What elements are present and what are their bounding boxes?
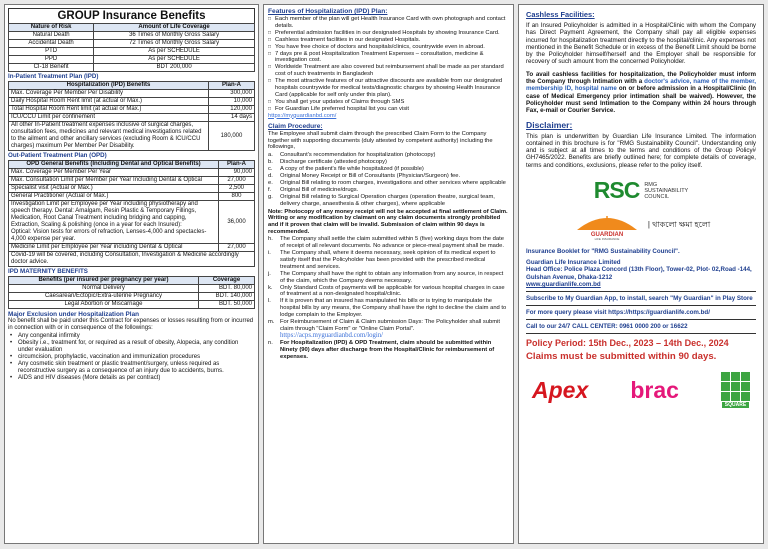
features-title: Features of Hospitalization (IPD) Plan: [268, 8, 388, 15]
square-grid-icon [721, 372, 750, 401]
item-text: If it is proven that an insured has manipulated his bills or is trying to manipulate the hospital bills by any means, the Company shall have the right to decline the claim and to lodge complain to the Employer. [280, 298, 507, 319]
item-text: The Company shall, where it deems necessary, seek opinion of its medical expert to satisfy itself that the Policyholder has been provided with the prescribed medical treatment and services. [280, 250, 496, 270]
cell: Investigation Limit per Employee per Year including physiotherapy and speech therapy. Dental: Amalgam, Resin Plastic & Temporary Fillings, Medication, Root Canal Treatment including bridging and capping, Extraction, Scaling & polishing (once in a year for each Insured): Optical: Vision tests for errors of refraction, Lenses-4,000 and spectacles-4,000 expense per year. [9, 201, 219, 244]
cell: BDT. 80,000 [199, 285, 255, 293]
item-text: Only Standard Costs of payments will be applicable for various hospital charges in case of treatment at a non-designated hospital/clinic. [280, 284, 505, 298]
disclaimer-title: Disclaimer: [526, 119, 573, 130]
item-key: k. [268, 284, 273, 291]
cell: Legal Abortion or Miscarriage [9, 301, 199, 309]
opd-section-title: Out-Patient Treatment Plan (OPD) [8, 152, 107, 159]
table-header: Plan-A [209, 82, 255, 90]
item-text: Original Bill relating to room charges, investigations and other services where applicable [280, 179, 506, 186]
square-logo-text: SQUARE [722, 402, 749, 408]
item-key: j. [268, 270, 271, 277]
cell: 90,000 [219, 169, 255, 177]
table-row [9, 40, 255, 48]
list-item: • Obesity i.e., treatment for, or required as a result of obesity, Alopecia, any condition under evaluation [8, 340, 255, 354]
claim-portal-link[interactable]: https://acps.myguardianbd.com/login/ [280, 331, 384, 339]
cell: 14 days [209, 114, 255, 122]
cell: 27,000 [219, 244, 255, 252]
brac-logo: brac [630, 376, 679, 403]
cell: Accidental Death [9, 40, 94, 48]
table-row [9, 301, 255, 309]
cashless-instructions [526, 71, 756, 115]
cell: 180,000 [209, 122, 255, 151]
cell: Normal Delivery [9, 285, 199, 293]
table-header: Nature of Risk [9, 24, 94, 32]
list-item [268, 159, 509, 166]
cell: As per SCHEDULE [94, 48, 255, 56]
maternity-table [8, 276, 255, 309]
list-item: • Any congenital infirmity [8, 333, 255, 340]
cell: BDT 200,000 [94, 64, 255, 72]
website-link[interactable]: www.guardianlife.com.bd [526, 280, 601, 288]
table-row [9, 106, 255, 114]
table-row [9, 48, 255, 56]
table-row [9, 114, 255, 122]
booklet-line: Insurance Booklet for "RMG Sustainability Council". [526, 248, 680, 256]
item-key: g. [268, 193, 273, 200]
list-item: □ For Guardian Life preferred hospital list you can visit [268, 106, 509, 113]
maternity-section-title: IPD MATERNITY BENEFITS [8, 268, 88, 275]
list-item: • Any cosmetic skin treatment or plastic treatment/surgery, unless required as reconstructive surgery as a consequence of an injury due to accidents, burns. [8, 361, 255, 375]
cell: PPD [9, 56, 94, 64]
guardian-logo-text: GUARDIAN [590, 232, 624, 239]
item-key: d. [268, 173, 273, 180]
rsc-logo-sub [644, 182, 688, 200]
instruction-part: To avail cashless facilities for hospitalization, the Policyholder must inform the Company through Intimation with a [526, 70, 756, 86]
item-key: f. [268, 186, 272, 193]
cell: 2,500 [219, 185, 255, 193]
item-key: m. [268, 319, 275, 326]
item-text: Consultant's recommendation for hospitalization (photocopy) [280, 152, 436, 159]
square-logo [721, 372, 750, 408]
features-list [268, 16, 509, 113]
cell: 800 [219, 193, 255, 201]
cell: Max. Coverage Per Member Per Disability [9, 90, 209, 98]
rsc-logo [526, 177, 756, 204]
cell: Natural Death [9, 32, 94, 40]
table-header: OPD General Benefits (Including Dental and Optical Benefits) [9, 161, 219, 169]
rsc-logo-text: RSC [593, 177, 640, 204]
table-row [9, 293, 255, 301]
rsc-sub-line: SUSTAINABILITY [644, 187, 689, 194]
table-row [9, 98, 255, 106]
cell: 36 Times of Monthly Gross Salary [94, 32, 255, 40]
cell: General Practitioner (Actual or Max.) [9, 193, 219, 201]
call-center: Call to our 24/7 CALL CENTER: 0961 0000 200 or 16622 [526, 323, 688, 331]
benefits-panel [4, 4, 259, 544]
cell: Total Hospital Room Rent limit (at actual or Max.) [9, 106, 209, 114]
item-key: i. [268, 250, 271, 256]
ipd-section-title: In-Patient Treatment Plan (IPD) [8, 73, 99, 80]
cell: Max. Consultation Limit per Member per Year Including Dental & Optical [9, 177, 219, 185]
partner-logos [526, 372, 756, 408]
item-text: A copy of the patient's file while hospitalized (if possible) [280, 166, 424, 173]
guardian-logo [526, 210, 756, 240]
table-header: Hospitalization (IPD) Benefits [9, 82, 209, 90]
list-item: □ You have free choice of doctors and hospitals/clinics, countrywide even in abroad. [268, 44, 509, 51]
cell: As per SCHEDULE [94, 56, 255, 64]
exclusion-list [8, 333, 255, 382]
table-row [9, 201, 255, 244]
cell: 36,000 [219, 201, 255, 244]
list-item [268, 236, 509, 250]
page-title: GROUP Insurance Benefits [8, 8, 255, 23]
cell: 120,000 [209, 106, 255, 114]
item-text: Original Bill of medicine/drugs. [280, 186, 359, 193]
table-row [9, 169, 255, 177]
item-key: n. [268, 339, 273, 346]
list-item: • AIDS and HIV diseases (More details as per contract) [8, 375, 255, 382]
guardian-umbrella-icon [572, 210, 642, 240]
list-item [268, 319, 509, 340]
table-row [9, 64, 255, 72]
list-item [268, 173, 509, 180]
claim-docs-list [268, 152, 509, 207]
cell: BDT. 50,000 [199, 301, 255, 309]
cell: Medicine Limit per Employee per Year including Dental & Optical [9, 244, 219, 252]
opd-table [8, 160, 255, 267]
hospital-list-link[interactable]: https://myguardianbd.com/ [268, 112, 337, 119]
list-item [268, 271, 509, 285]
cell: Max. Coverage Per Member Per Year [9, 169, 219, 177]
item-key: h. [268, 236, 273, 243]
bengali-tagline: | থাকলো ক্ষমা হলো [647, 219, 711, 229]
table-row [9, 56, 255, 64]
item-key: l. [268, 298, 271, 305]
table-row [9, 193, 255, 201]
list-item [268, 340, 509, 361]
item-key: b. [268, 159, 273, 166]
policy-period: Policy Period: 15th Dec., 2023 – 14th Dec., 2024 [526, 338, 729, 349]
cell: 10,000 [209, 98, 255, 106]
exclusion-title: Major Exclusion under Hospitalization Plan [8, 311, 140, 318]
item-text [280, 319, 509, 340]
cell: Caesarean/Ectopic/Extra-uterine Pregnancy [9, 293, 199, 301]
item-key: e. [268, 179, 273, 186]
item-text: The Company shall settle the claim submitted within 5 (five) working days from the date of receipt of all relevant documents. No advance or piece-meal payment shall be made. [280, 236, 504, 250]
cell: All other In-Patient treatment expenses inclusive of surgical charges, consultation fees, medicines and relevant medical investigations related to the ailment and other ancillary services (excluding Room & ICU/CCU charges) maximum Per Member Per Disability. [9, 122, 209, 151]
table-header: Amount of Life Coverage [94, 24, 255, 32]
cell: PTD [9, 48, 94, 56]
list-item [268, 285, 509, 299]
claim-note: Note: Photocopy of any money receipt will not be accepted at final settlement of Claim. Writing or any modification by claimant on any claim documents strongly prohibited and if it proven that claim will be invalid. Submission of claim within 90 days is recommended. [268, 208, 508, 236]
list-item: □ Each member of the plan will get Health Insurance Card with own photograph and contact details. [268, 16, 509, 30]
list-item: □ 7 days pre & post Hospitalization Treatment Expenses – consultation, medicine & investigation cost. [268, 51, 509, 65]
item-text: Discharge certificate (attested photocopy) [280, 159, 387, 166]
list-item: • circumcision, prophylactic, vaccination and immunization procedures [8, 354, 255, 361]
list-item [268, 187, 509, 194]
cashless-title: Cashless Facilities: [526, 10, 595, 19]
guardian-logo-sub: LIFE INSURANCE [594, 237, 620, 241]
app-subscribe: Subscribe to My Guardian App, to install, search "My Guardian" in Play Store [526, 294, 753, 302]
instruction-highlight: doctor's advice, name of the member, membership ID, hospital name [526, 78, 756, 93]
life-coverage-table [8, 23, 255, 72]
item-text: The Company shall have the right to obtain any information from any source, in respect of the claim, which the Company deems necessary. [280, 270, 504, 284]
list-item: □ The most attractive features of our attractive discounts are available from our designated hospitals countrywide for medical tests/diagnostic charges by showing Health Insurance Card (applicable for self only under this plan). [268, 78, 509, 99]
item-text: Original Bill relating to Surgical Operation charges (operation theatre, surgical team, delivery charge, anaesthesia & other charges), where applicable [280, 193, 495, 207]
cell: Daily Hospital Room Rent limit (at actual or Max.) [9, 98, 209, 106]
item-text: Original Money Receipt or Bill of Consultants (Physician/Surgeon) fee. [280, 173, 461, 180]
covid-note: Covid-19 will be covered, including Consultation, Investigation & Medicine accordingly doctor advice. [9, 252, 255, 267]
exclusion-intro: No benefit shall be paid under this Contract for expenses or losses resulting from or incurred in connection with or in consequence of the followings: [8, 318, 254, 331]
list-item: □ Cashless treatment facilities in our designated Hospitals. [268, 37, 509, 44]
cell: 27,000 [219, 177, 255, 185]
features-claims-panel [263, 4, 514, 544]
item-text-main: For Reimbursement of Claim & Claim submission Days: The Policyholder shall submit claim through "Claim Form" or "Online Claim Portal". [280, 319, 500, 332]
cell: 300,000 [209, 90, 255, 98]
list-item [268, 250, 509, 271]
item-text: For Hospitalization (IPD) & OPD Treatment, claim should be submitted within Ninety (90) days after discharge from the Hospital/Clinic for reimbursement of expenses. [280, 339, 495, 360]
item-key: c. [268, 166, 273, 173]
ipd-table [8, 81, 255, 151]
list-item [268, 194, 509, 208]
list-item: □ Preferential admission facilities in our designated Hospitals by showing Insurance Card. [268, 30, 509, 37]
list-item: □ You shall get your updates of Claims through SMS [268, 99, 509, 106]
table-row [9, 244, 255, 252]
cashless-disclaimer-panel [518, 4, 764, 544]
table-header: Coverage [199, 277, 255, 285]
table-header: Plan-A [219, 161, 255, 169]
cell: CI-18 Benefit [9, 64, 94, 72]
policy-visit: For more query please visit https://https://guardianlife.com.bd/ [526, 309, 710, 317]
table-row [9, 90, 255, 98]
cell: BDT. 140,000 [199, 293, 255, 301]
table-header: Benefits (per insured per pregnancy per year) [9, 277, 199, 285]
cashless-text: If an Insured Policyholder is admitted in a Hospital/Clinic with whom the Company has Direct Payment Agreement, the Company shall pay all eligible expenses incurred for hospitalization treatment directly to the hospital/clinic. Any expenses not mentioned in the Benefit Schedule or in excess of the Benefit Limit should be borne by the Policyholder himself/herself and the Employer shall be responsible for recovery of such amount from the concerned Policyholder. [526, 22, 756, 66]
instruction-part: on or before admission in a Hospital/Clinic (In case of Medical Emergency prior intimation shall be waived). However, the Policyholder must send Intimation to the Company within 24 hours through Fax, e-mail or Courier Service. [526, 85, 756, 115]
table-row [9, 122, 255, 151]
table-row [9, 185, 255, 193]
item-key: a. [268, 152, 273, 159]
table-row [9, 32, 255, 40]
rsc-sub-line: RMG [644, 181, 658, 188]
cell: Specialist visit (Actual or Max.) [9, 185, 219, 193]
claim-procedure-title: Claim Procedure: [268, 122, 323, 130]
cell: ICU/CCU Limit per confinement [9, 114, 209, 122]
apex-logo: Apex [532, 376, 589, 403]
claims-deadline: Claims must be submitted within 90 days. [526, 351, 717, 363]
table-row [9, 285, 255, 293]
company-name: Guardian Life Insurance Limited [526, 259, 621, 267]
table-row [9, 252, 255, 267]
list-item [268, 166, 509, 173]
head-office: Head Office: Police Plaza Concord (13th Floor), Tower-02, Plot- 02,Road -144, Gulshan Avenue, Dhaka-1212 [526, 266, 752, 281]
cell: 72 Times of Monthly Gross Salary [94, 40, 255, 48]
list-item [268, 152, 509, 159]
list-item: □ Worldwide Treatment are also covered but reimbursement shall be made as per standard cost of such treatments in Bangladesh [268, 64, 509, 78]
disclaimer-text: This plan is underwritten by Guardian Life Insurance Limited. The information contained in this brochure is for "RMG Sustainability Council". Understanding only and is subject at all times to the terms and conditions of the Group Policy# GH7465/2022. Benefits are briefly outlined here; for complete details of coverage, terms and conditions, exclusions, please refer to the policy itself. [526, 132, 756, 169]
list-item [268, 180, 509, 187]
list-item [268, 298, 509, 319]
claim-rules-list [268, 236, 509, 360]
table-row [9, 177, 255, 185]
rsc-sub-line: COUNCIL [644, 193, 670, 200]
claim-intro: The Employee shall submit claim through the prescribed Claim Form to the Company together with supporting documents (duly attested by competent authority) including the followings, [268, 130, 493, 151]
